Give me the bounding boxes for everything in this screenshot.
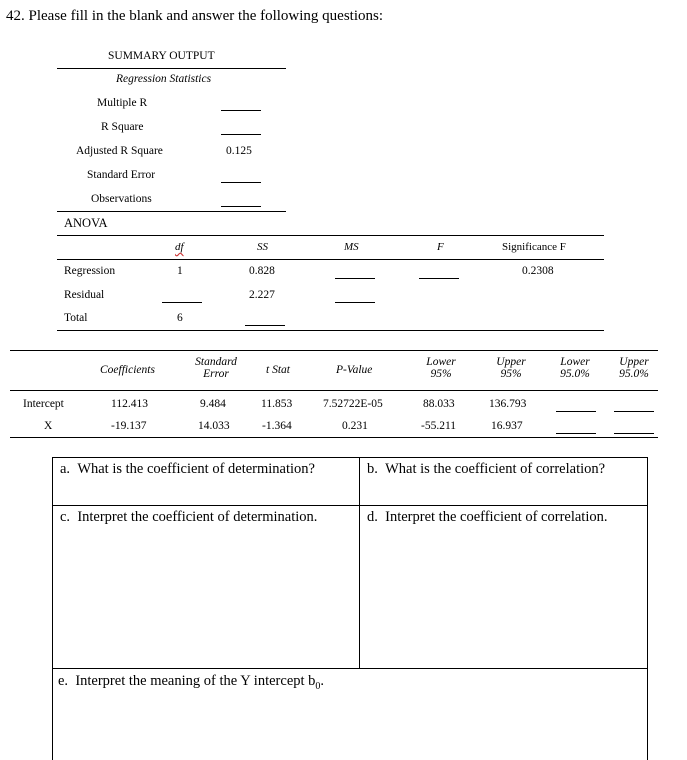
anova-total-label: Total (64, 312, 88, 324)
question-e-left-border (52, 668, 53, 760)
question-a-letter: a. (60, 461, 71, 477)
coef-intercept-p-value: 7.52722E-05 (323, 398, 383, 410)
question-header: 42. Please fill in the blank and answer the following questions: (6, 8, 384, 24)
anova-header-ms: MS (344, 241, 359, 253)
observations-label: Observations (91, 193, 152, 205)
question-e: e. Interpret the meaning of the Y intercept $b_0$. (58, 673, 325, 692)
coef-x-label: X (44, 420, 53, 432)
coef-intercept-coefficient: 112.413 (111, 398, 148, 410)
anova-header-f: F (437, 241, 444, 253)
anova-regression-df: 1 (177, 265, 183, 277)
adjusted-r-square-value: 0.125 (226, 145, 252, 157)
coef-intercept-lower-95: 88.033 (423, 398, 455, 410)
anova-header-df: df (175, 241, 184, 253)
question-c-text: Interpret the coefficient of determination. (77, 509, 318, 525)
coef-intercept-standard-error: 9.484 (200, 398, 226, 410)
coef-x-p-value: 0.231 (342, 420, 368, 432)
anova-bottom-rule (57, 330, 604, 331)
question-d-letter: d. (367, 509, 378, 525)
question-b-text: What is the coefficient of correlation? (385, 461, 606, 477)
coef-top-rule (10, 350, 658, 351)
coef-intercept-upper-95-0-blank[interactable] (614, 411, 654, 412)
coef-header-lower-95-0: Lower 95.0% (560, 356, 590, 380)
question-e-subscript: 0 (315, 680, 321, 692)
coef-header-standard-error: Standard Error (195, 356, 237, 380)
anova-top-rule (57, 235, 604, 236)
coef-x-upper-95-0-blank[interactable] (614, 433, 654, 434)
question-c-letter: c. (60, 509, 71, 525)
anova-regression-ms-blank[interactable] (335, 278, 375, 279)
observations-blank[interactable] (221, 206, 261, 207)
question-d (367, 509, 607, 526)
summary-top-rule (57, 68, 286, 69)
coef-intercept-upper-95: 136.793 (489, 398, 527, 410)
anova-regression-ss: 0.828 (249, 265, 275, 277)
anova-total-df: 6 (177, 312, 183, 324)
question-c (60, 509, 317, 526)
coef-header-coefficients: Coefficients (100, 364, 155, 376)
anova-title: ANOVA (64, 216, 108, 230)
anova-regression-sig-f: 0.2308 (522, 265, 554, 277)
question-d-text: Interpret the coefficient of correlation. (385, 509, 608, 525)
standard-error-blank[interactable] (221, 182, 261, 183)
coef-x-upper-95: 16.937 (491, 420, 523, 432)
anova-residual-label: Residual (64, 289, 105, 301)
question-b-letter: b. (367, 461, 378, 477)
anova-header-rule (57, 259, 604, 260)
coef-header-lower-95: Lower 95% (426, 356, 456, 380)
summary-bottom-rule (57, 211, 286, 212)
anova-header-significance-f: Significance F (502, 241, 566, 253)
anova-regression-label: Regression (64, 265, 116, 277)
question-c-box[interactable] (52, 505, 360, 669)
coef-header-upper-95: Upper 95% (496, 356, 526, 380)
anova-residual-ss: 2.227 (249, 289, 275, 301)
coef-header-t-stat: t Stat (266, 364, 290, 376)
multiple-r-label: Multiple R (97, 97, 148, 109)
coef-header-upper-95-0: Upper 95.0% (619, 356, 649, 380)
question-b (367, 461, 605, 478)
question-e-letter: e. (58, 673, 69, 689)
anova-regression-f-blank[interactable] (419, 278, 459, 279)
coef-x-lower-95-0-blank[interactable] (556, 433, 596, 434)
question-a-text: What is the coefficient of determination? (77, 461, 315, 477)
anova-residual-df-blank[interactable] (162, 302, 202, 303)
adjusted-r-square-label: Adjusted R Square (76, 145, 163, 157)
r-square-label: R Square (101, 121, 144, 133)
question-d-box[interactable] (359, 505, 648, 669)
summary-title: SUMMARY OUTPUT (108, 50, 215, 62)
question-e-text: Interpret the meaning of the Y intercept b (75, 673, 316, 689)
coef-header-rule (10, 390, 658, 391)
r-square-blank[interactable] (221, 134, 261, 135)
standard-error-label: Standard Error (87, 169, 156, 181)
coef-intercept-lower-95-0-blank[interactable] (556, 411, 596, 412)
coef-bottom-rule (10, 437, 658, 438)
regression-statistics-heading: Regression Statistics (116, 73, 212, 85)
question-e-right-border (647, 668, 648, 760)
anova-header-ss: SS (257, 241, 268, 253)
coef-x-coefficient: -19.137 (111, 420, 147, 432)
question-a (60, 461, 315, 478)
coef-intercept-label: Intercept (23, 398, 64, 410)
coef-intercept-t-stat: 11.853 (261, 398, 293, 410)
anova-residual-ms-blank[interactable] (335, 302, 375, 303)
coef-x-lower-95: -55.211 (421, 420, 457, 432)
anova-total-ss-blank[interactable] (245, 325, 285, 326)
coef-header-p-value: P-Value (336, 364, 373, 376)
coef-x-t-stat: -1.364 (262, 420, 292, 432)
coef-x-standard-error: 14.033 (198, 420, 230, 432)
multiple-r-blank[interactable] (221, 110, 261, 111)
